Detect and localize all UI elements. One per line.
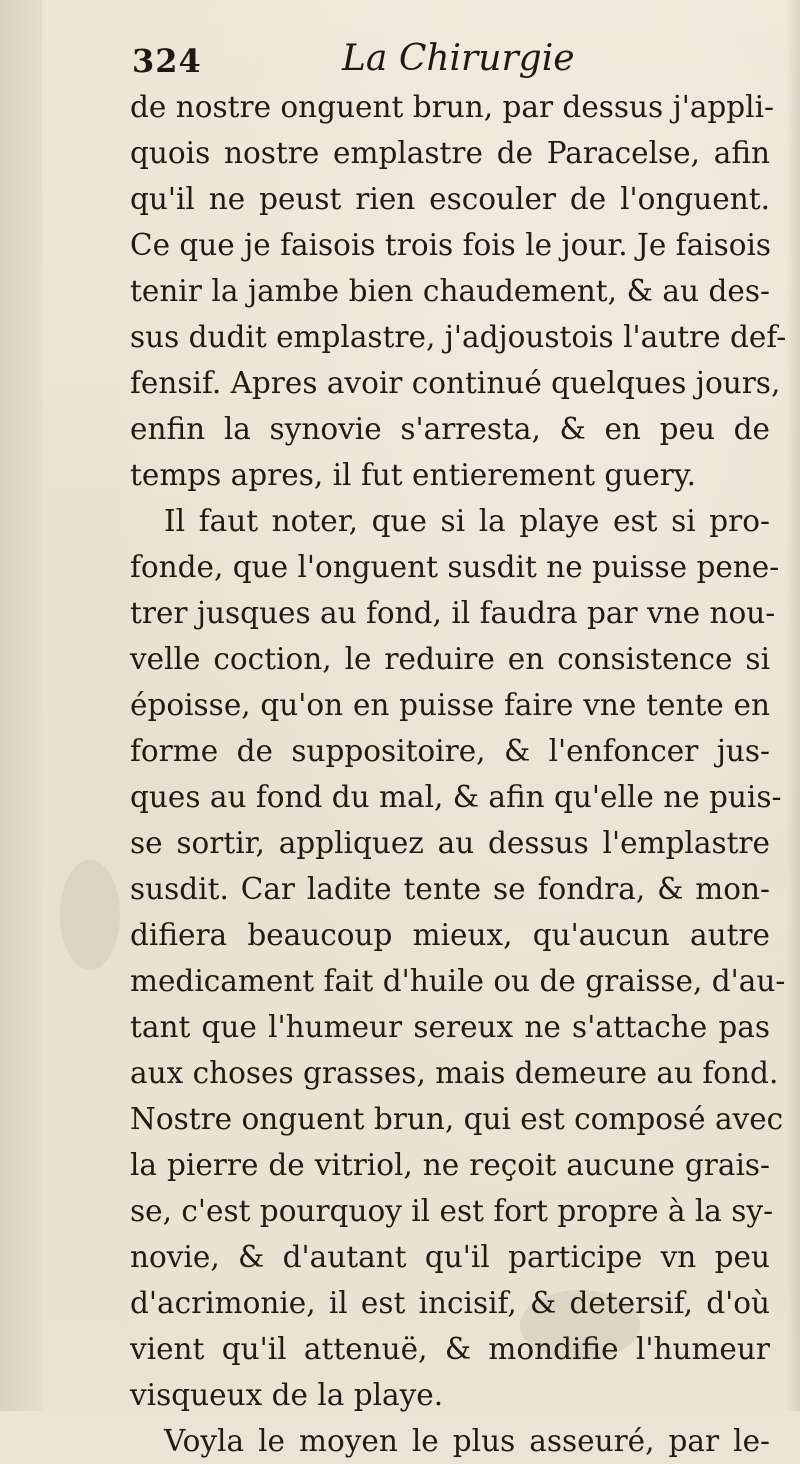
- text-line: velle coction, le reduire en consistence si: [130, 642, 770, 676]
- text-line: trer jusques au fond, il faudra par vne nou-: [130, 596, 776, 630]
- text-line: visqueux de la playe.: [130, 1378, 444, 1412]
- text-line: quois nostre emplastre de Paracelse, afin: [130, 136, 770, 170]
- body-text: [130, 84, 787, 1464]
- text-line: d'acrimonie, il est incisif, & detersif, d'où: [130, 1286, 770, 1320]
- text-line: novie, & d'autant qu'il participe vn peu: [130, 1240, 770, 1274]
- text-line: susdit. Car ladite tente se fondra, & mon-: [130, 872, 770, 906]
- text-line: aux choses grasses, mais demeure au fond.: [130, 1056, 779, 1090]
- text-line: de nostre onguent brun, par dessus j'appli-: [130, 90, 775, 124]
- text-line: qu'il ne peust rien escouler de l'onguent.: [130, 182, 770, 216]
- text-line: forme de suppositoire, & l'enfoncer jus-: [130, 734, 770, 768]
- text-line: se sortir, appliquez au dessus l'emplastre: [130, 826, 770, 860]
- paragraph-start-line: Voyla le moyen le plus asseuré, par le-: [164, 1424, 770, 1458]
- page-header: [132, 38, 772, 86]
- text-line: fonde, que l'onguent susdit ne puisse pene-: [130, 550, 780, 584]
- text-line: medicament fait d'huile ou de graisse, d'au-: [130, 964, 786, 998]
- text-line: se, c'est pourquoy il est fort propre à la sy-: [130, 1194, 774, 1228]
- paragraph-start-line: Il faut noter, que si la playe est si pro-: [164, 504, 770, 538]
- text-line: Nostre onguent brun, qui est composé avec: [130, 1102, 784, 1136]
- text-line: la pierre de vitriol, ne reçoit aucune grais-: [130, 1148, 770, 1182]
- paper-stain: [60, 860, 120, 970]
- text-line: ques au fond du mal, & afin qu'elle ne puis-: [130, 780, 782, 814]
- text-line: difiera beaucoup mieux, qu'aucun autre: [130, 918, 770, 952]
- text-line: temps apres, il fut entierement guery.: [130, 458, 697, 492]
- text-line: vient qu'il attenuë, & mondifie l'humeur: [130, 1332, 770, 1366]
- page-number: 324: [132, 42, 202, 80]
- text-line: Ce que je faisois trois fois le jour. Je faisois: [130, 228, 772, 262]
- text-line: fensif. Apres avoir continué quelques jours,: [130, 366, 781, 400]
- running-title: La Chirurgie: [342, 38, 575, 79]
- text-line: enfin la synovie s'arresta, & en peu de: [130, 412, 770, 446]
- text-line: époisse, qu'on en puisse faire vne tente en: [130, 688, 770, 722]
- text-line: tenir la jambe bien chaudement, & au des-: [130, 274, 770, 308]
- text-line: sus dudit emplastre, j'adjoustois l'autre def-: [130, 320, 787, 354]
- text-line: tant que l'humeur sereux ne s'attache pas: [130, 1010, 770, 1044]
